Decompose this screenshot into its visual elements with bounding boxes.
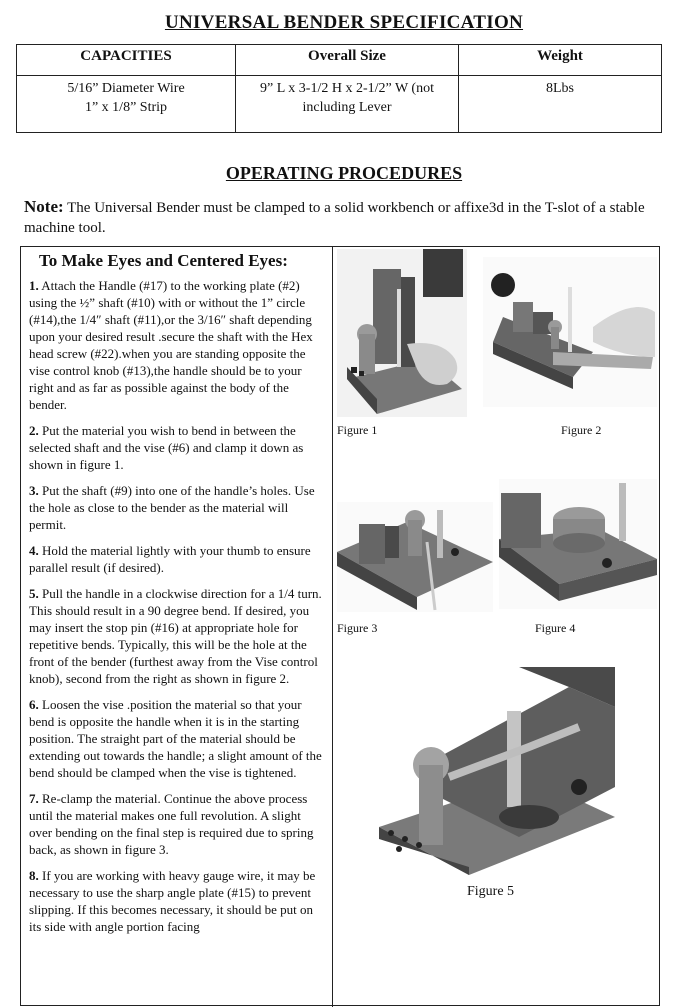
- step-4: [29, 542, 326, 576]
- weight-cell: [459, 76, 662, 133]
- capacities-cell: [17, 76, 236, 133]
- figure-2-image: [483, 257, 657, 407]
- figure-5-caption: Figure 5: [467, 884, 515, 899]
- figure-3-image: [337, 502, 493, 612]
- step-text: Loosen the vise .position the material so that your bend is opposite the handle when it is in the starting position. The straight part of the material should be extending out towards the handle; a slight amount of the bend should be clamped when the vise is tightened.: [29, 697, 322, 780]
- figures-column: [333, 247, 659, 1007]
- step-text: Pull the handle in a clockwise direction for a 1/4 turn. This should result in a 90 degree bend. If desired, you may insert the stop pin (#16) at appropriate hole for repetitive bends. Typically, this will be the hole at the front of the bender (furthest away from the Vise control knob), second from the right as shown in figure 2.: [29, 586, 322, 686]
- procedure-box: [20, 246, 660, 1006]
- step-text: Re-clamp the material. Continue the above process until the material makes one full revolution. A slight over bending on the final step is required due to spring back, as shown in figure 3.: [29, 791, 314, 857]
- capacity-wire: 5/16” Diameter Wire: [67, 81, 185, 96]
- header-weight: Weight: [459, 45, 662, 76]
- note-text: The Universal Bender must be clamped to a solid workbench or affixe3d in the T-slot of a stable machine tool.: [24, 200, 645, 236]
- step-5: [29, 585, 326, 687]
- figure-5-image: [379, 667, 615, 875]
- step-text: Put the material you wish to bend in between the selected shaft and the vise (#6) and clamp it down as shown in figure 1.: [29, 423, 304, 472]
- specification-table: [16, 44, 662, 133]
- step-text: Put the shaft (#9) into one of the handle’s holes. Use the hole as close to the bender as the material will permit.: [29, 483, 315, 532]
- figure-1-image: [337, 249, 467, 417]
- step-8: [29, 867, 326, 935]
- step-number: 8.: [29, 868, 39, 883]
- page-title: UNIVERSAL BENDER SPECIFICATION: [164, 12, 524, 33]
- step-3: [29, 482, 326, 533]
- figure-4-image: [499, 479, 657, 609]
- step-text: If you are working with heavy gauge wire, it may be necessary to use the sharp angle plate (#15) to prevent slipping. If this becomes necessary, it should be put on its side with angle portion facing: [29, 868, 316, 934]
- step-number: 4.: [29, 543, 39, 558]
- size-line-2: including Lever: [302, 100, 392, 115]
- step-1: [29, 277, 326, 413]
- figure-2-caption: Figure 2: [561, 423, 602, 437]
- step-number: 3.: [29, 483, 39, 498]
- step-number: 2.: [29, 423, 39, 438]
- section-title: To Make Eyes and Centered Eyes:: [39, 251, 288, 270]
- table-row: [17, 76, 662, 133]
- step-6: [29, 696, 326, 781]
- step-number: 6.: [29, 697, 39, 712]
- figure-1-caption: Figure 1: [337, 423, 378, 437]
- table-header-row: [17, 45, 662, 76]
- header-capacities: CAPACITIES: [17, 45, 236, 76]
- step-text: Attach the Handle (#17) to the working plate (#2) using the ½” shaft (#10) with or without the 1” circle (#14),the 1/4″ shaft (#11),or the 3/16″ shaft depending upon your desired result .secure the shaft with the Hex head screw (#22).when you are standing opposite the vise control knob (#13),the handle should be to your right and as far as possible against the body of the bender.: [29, 278, 313, 412]
- operating-procedures-title: OPERATING PROCEDURES: [225, 163, 463, 183]
- capacity-strip: 1” x 1/8” Strip: [84, 100, 168, 115]
- step-text: Hold the material lightly with your thumb to ensure parallel result (if desired).: [29, 543, 311, 575]
- step-number: 5.: [29, 586, 39, 601]
- figure-3-caption: Figure 3: [337, 621, 378, 635]
- step-2: [29, 422, 326, 473]
- step-number: 7.: [29, 791, 39, 806]
- weight-value: 8Lbs: [546, 81, 574, 96]
- header-overall-size: Overall Size: [236, 45, 459, 76]
- note-label: Note:: [24, 197, 64, 216]
- step-7: [29, 790, 326, 858]
- size-line-1: 9” L x 3-1/2 H x 2-1/2” W (not: [260, 81, 434, 96]
- note-paragraph: [24, 197, 664, 238]
- figure-4-caption: Figure 4: [535, 621, 576, 635]
- instructions-column: [21, 247, 333, 1007]
- overall-size-cell: [236, 76, 459, 133]
- step-number: 1.: [29, 278, 39, 293]
